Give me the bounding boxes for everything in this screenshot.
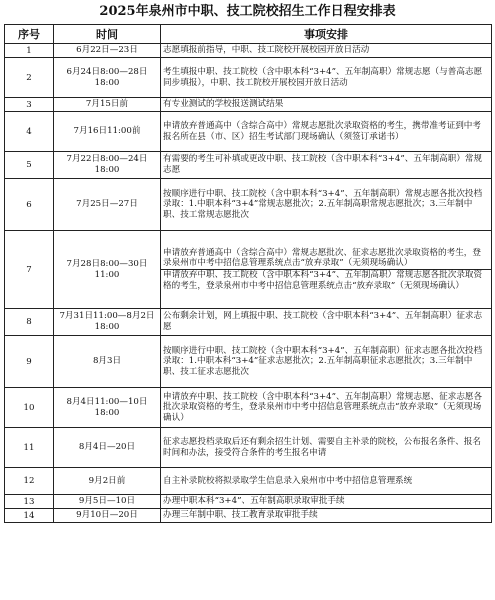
row-item-text: 申请放弃普通高中（含综合高中）常规志愿批次录取资格的考生，携带准考证到中考报名所在县（市、区）招生考试部门现场确认（须签订承诺书） xyxy=(163,120,481,142)
row-seq: 14 xyxy=(5,509,54,523)
row-items xyxy=(161,509,492,523)
table-body xyxy=(5,44,492,523)
row-items xyxy=(161,468,492,495)
row-items xyxy=(161,336,492,388)
row-item-text: 志愿填报前指导，中职、技工院校开展校园开放日活动 xyxy=(163,45,370,56)
row-seq: 10 xyxy=(5,388,54,428)
table-row xyxy=(5,152,492,179)
row-items xyxy=(161,98,492,112)
row-item-text: 申请放弃普通高中（含综合高中）常规志愿批次、征求志愿批次录取资格的考生，登录泉州市中考中招信息管理系统点击“放弃录取”（无须现场确认） xyxy=(163,247,481,269)
row-time: 9月10日—20日 xyxy=(54,509,161,523)
row-items xyxy=(161,44,492,58)
row-seq: 13 xyxy=(5,495,54,509)
row-time: 9月2日前 xyxy=(54,468,161,495)
header-seq: 序号 xyxy=(5,25,54,44)
row-time: 6月24日8:00—28日18:00 xyxy=(54,58,161,98)
row-item-text: 办理三年制中职、技工教育录取审批手续 xyxy=(163,510,318,521)
row-seq: 11 xyxy=(5,428,54,468)
table-row xyxy=(5,495,492,509)
row-item-text: 有需要的考生可补填或更改中职、技工院校（含中职本科“3+4”、五年制高职）常规志愿 xyxy=(163,154,483,175)
row-seq: 12 xyxy=(5,468,54,495)
row-item-text: 申请放弃中职、技工院校（含中职本科“3+4”、五年制高职）常规志愿、征求志愿各批次录取资格的考生，登录泉州市中考中招信息管理系统点击“放弃录取”（无须现场确认） xyxy=(163,391,483,423)
header-time: 时间 xyxy=(54,25,161,44)
table-row xyxy=(5,309,492,336)
row-items xyxy=(161,309,492,336)
header-item: 事项安排 xyxy=(161,25,492,44)
row-item-text: 有专业测试的学校报送测试结果 xyxy=(163,99,284,110)
row-items xyxy=(161,179,492,231)
table-row xyxy=(5,509,492,523)
row-time: 9月5日—10日 xyxy=(54,495,161,509)
row-items xyxy=(161,428,492,468)
row-time: 7月22日8:00—24日18:00 xyxy=(54,152,161,179)
row-item-text: 公布剩余计划，网上填报中职、技工院校（含中职本科“3+4”、五年制高职）征求志愿 xyxy=(163,311,483,332)
row-time: 7月25日—27日 xyxy=(54,179,161,231)
row-seq: 1 xyxy=(5,44,54,58)
row-items xyxy=(161,495,492,509)
schedule-table xyxy=(4,24,492,523)
row-seq: 3 xyxy=(5,98,54,112)
table-row xyxy=(5,179,492,231)
row-items xyxy=(161,152,492,179)
row-items xyxy=(161,388,492,428)
row-item-text: 申请放弃中职、技工院校（含中职本科“3+4”、五年制高职）常规志愿各批次录取资格的考生，登录泉州市中考中招信息管理系统点击“放弃录取”（无须现场确认） xyxy=(161,269,491,291)
row-item-text: 办理中职本科“3+4”、五年制高职录取审批手续 xyxy=(163,496,345,507)
row-seq: 4 xyxy=(5,112,54,152)
table-header-row xyxy=(5,25,492,44)
row-item-text: 按顺序进行中职、技工院校（含中职本科“3+4”、五年制高职）征求志愿各批次投档录取：1.中职本科“3+4”征求志愿批次；2.五年制高职征求志愿批次；3.三年制中职、技工征求志愿批次 xyxy=(163,345,483,377)
table-row xyxy=(5,428,492,468)
row-time: 7月15日前 xyxy=(54,98,161,112)
row-item-text: 自主补录院校将拟录取学生信息录入泉州市中考中招信息管理系统 xyxy=(163,475,413,486)
row-time: 7月31日11:00—8月2日18:00 xyxy=(54,309,161,336)
row-time: 8月4日—20日 xyxy=(54,428,161,468)
row-item-text: 按顺序进行中职、技工院校（含中职本科“3+4”、五年制高职）常规志愿各批次投档录取：1.中职本科“3+4”常规志愿批次；2.五年制高职常规志愿批次；3.三年制中职、技工常规志愿批次 xyxy=(163,188,483,220)
row-time: 7月28日8:00—30日11:00 xyxy=(54,231,161,309)
row-items xyxy=(161,112,492,152)
row-time: 8月4日11:00—10日18:00 xyxy=(54,388,161,428)
row-time: 7月16日11:00前 xyxy=(54,112,161,152)
table-row xyxy=(5,98,492,112)
row-seq: 8 xyxy=(5,309,54,336)
table-row xyxy=(5,336,492,388)
table-row xyxy=(5,58,492,98)
row-items xyxy=(161,231,492,309)
table-row xyxy=(5,231,492,309)
row-time: 6月22日—23日 xyxy=(54,44,161,58)
row-seq: 5 xyxy=(5,152,54,179)
page-title: 2025年泉州市中职、技工院校招生工作日程安排表 xyxy=(99,4,396,19)
table-row xyxy=(5,112,492,152)
row-item-text: 征求志愿投档录取后还有剩余招生计划、需要自主补录的院校，公布报名条件、报名时间和办法，接受符合条件的考生报名申请 xyxy=(163,436,481,458)
row-seq: 9 xyxy=(5,336,54,388)
table-row xyxy=(5,468,492,495)
row-items xyxy=(161,58,492,98)
row-seq: 7 xyxy=(5,231,54,309)
row-seq: 6 xyxy=(5,179,54,231)
row-time: 8月3日 xyxy=(54,336,161,388)
table-row xyxy=(5,388,492,428)
row-item-text: 考生填报中职、技工院校（含中职本科“3+4”、五年制高职）常规志愿（与普高志愿同步填报），中职、技工院校开展校园开放日活动 xyxy=(163,66,483,88)
row-seq: 2 xyxy=(5,58,54,98)
table-row xyxy=(5,44,492,58)
